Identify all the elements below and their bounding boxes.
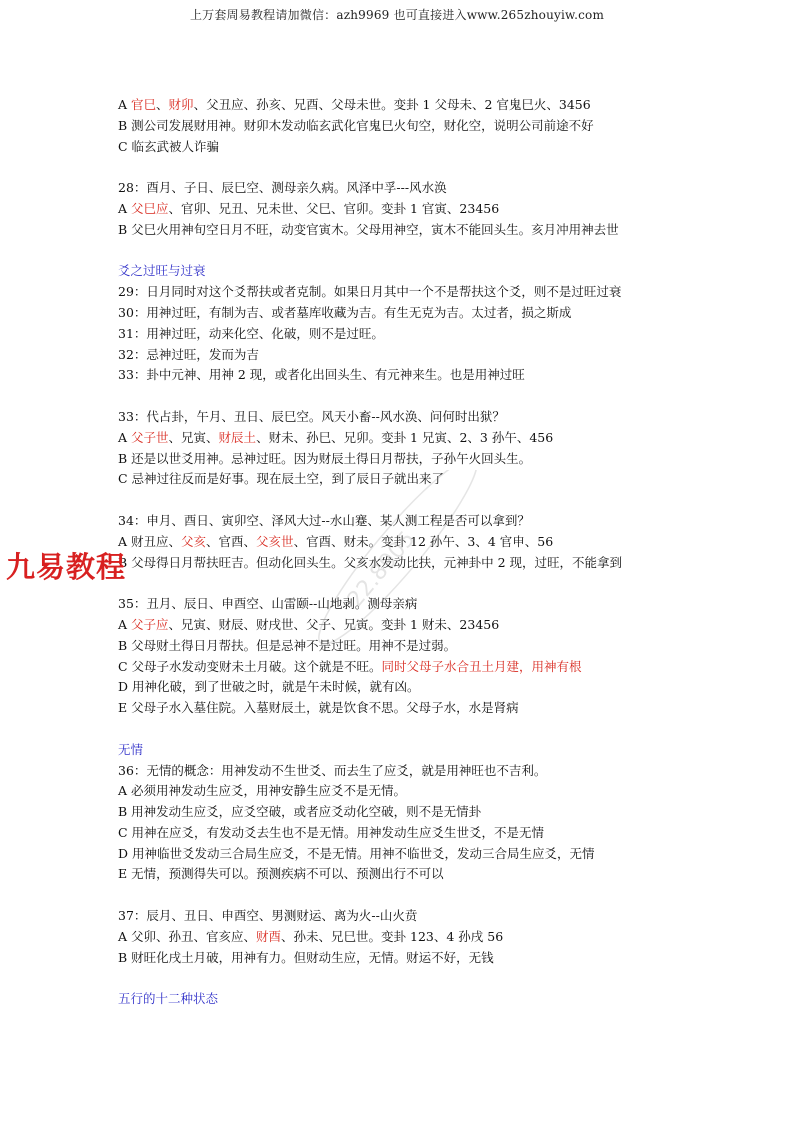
text-segment: 30：用神过旺，有制为吉、或者墓库收藏为吉。有生无克为吉。太过者，损之斯成	[118, 304, 572, 320]
text-line	[118, 802, 718, 823]
text-line	[118, 657, 718, 678]
text-line	[118, 615, 718, 636]
text-segment: 29：日月同时对这个爻帮扶或者克制。如果日月其中一个不是帮扶这个爻，则不是过旺过衰	[118, 284, 622, 300]
text-segment: B 还是以世爻用神。忌神过旺。因为财辰土得日月帮扶，子孙午火回头生。	[118, 450, 532, 466]
text-line	[118, 345, 718, 366]
text-segment: C 用神在应爻，有发动爻去生也不是无情。用神发动生应爻生世爻，不是无情	[118, 824, 545, 840]
text-segment: 37：辰月、丑日、申酉空、男测财运、离为火--山火贲	[118, 908, 418, 924]
text-line	[118, 677, 718, 698]
text-segment: 33：代占卦，午月、丑日、辰巳空。风天小畜--风水涣、问何时出狱？	[118, 408, 505, 424]
svg-text:22.8905: 22.8905	[342, 526, 421, 613]
text-line	[118, 948, 718, 969]
text-line	[118, 469, 718, 490]
text-segment: 32：忌神过旺，发而为吉	[118, 346, 259, 362]
highlight-text: 父巳应	[131, 200, 169, 216]
text-segment: B 财旺化戌土月破，用神有力。但财动生应，无情。财运不好，无钱	[118, 949, 494, 965]
text-line	[118, 532, 718, 553]
highlight-text: 同时父母子水合丑土月建，用神有根	[381, 658, 582, 674]
text-segment: B 父巳火用神旬空日月不旺，动变官寅木。父母用神空，寅木不能回头生。亥月冲用神去世	[118, 221, 619, 237]
text-line	[118, 823, 718, 844]
text-line	[118, 906, 718, 927]
blank-line	[118, 157, 718, 178]
text-line	[118, 116, 718, 137]
blank-line	[118, 719, 718, 740]
text-segment: B 用神发动生应爻，应爻空破，或者应爻动化空破，则不是无情卦	[118, 804, 482, 820]
text-line	[118, 844, 718, 865]
text-segment: D 用神化破，到了世破之时，就是午未时候，就有凶。	[118, 679, 420, 695]
section-heading: 爻之过旺与过衰	[118, 263, 206, 279]
text-segment: A 财丑应、	[118, 533, 182, 549]
page-header: 上万套周易教程请加微信：azh9969 也可直接进入www.265zhouyiw.com	[189, 8, 605, 22]
text-line	[118, 636, 718, 657]
text-segment: 34：申月、酉日、寅卯空、泽风大过--水山蹇、某人测工程是否可以拿到？	[118, 512, 530, 528]
text-line	[118, 282, 718, 303]
logo: 九易教程	[6, 550, 127, 584]
text-segment: 35：丑月、辰日、申酉空、山雷颐--山地剥。测母亲病	[118, 596, 418, 612]
text-segment: 36：无情的概念：用神发动不生世爻、而去生了应爻，就是用神旺也不吉利。	[118, 762, 547, 778]
text-segment: C 忌神过往反而是好事。现在辰土空，到了辰日子就出来了	[118, 471, 445, 487]
text-segment: 、财未、孙巳、兄卯。变卦 1 兄寅、2、3 孙午、456	[256, 429, 554, 445]
text-segment: 28：酉月、子日、辰巳空、测母亲久病。风泽中孚---风水涣	[118, 180, 447, 196]
highlight-text: 父子世	[131, 429, 169, 445]
text-line	[118, 698, 718, 719]
text-line	[118, 199, 718, 220]
document-body	[118, 95, 718, 1010]
text-line	[118, 927, 718, 948]
blank-line	[118, 885, 718, 906]
text-line	[118, 178, 718, 199]
text-segment: A	[118, 429, 132, 445]
text-line	[118, 428, 718, 449]
blank-line	[118, 386, 718, 407]
text-segment: 、	[156, 97, 169, 112]
text-line	[118, 761, 718, 782]
blank-line	[118, 490, 718, 511]
text-segment: 33：卦中元神、用神 2 现，或者化出回头生、有元神来生。也是用神过旺	[118, 367, 525, 383]
text-segment: 、孙未、兄巳世。变卦 123、4 孙戌 56	[281, 928, 504, 944]
text-segment: C 临玄武被人诈骗	[118, 138, 220, 154]
blank-line	[118, 573, 718, 594]
text-line	[118, 365, 718, 386]
text-segment: A	[118, 200, 132, 216]
text-line	[118, 594, 718, 615]
highlight-text: 父亥世	[256, 533, 294, 549]
text-segment: E 无情，预测得失可以。预测疾病不可以、预测出行不可以	[118, 866, 444, 882]
section-heading: 五行的十二种状态	[118, 991, 219, 1007]
text-segment: C 父母子水发动变财未土月破。这个就是不旺。	[118, 658, 382, 674]
text-line	[118, 220, 718, 241]
text-segment: A	[118, 97, 132, 112]
text-segment: 、官卯、兄丑、兄未世、父巳、官卯。变卦 1 官寅、23456	[168, 200, 500, 216]
blank-line	[118, 968, 718, 989]
text-segment: B 父母财土得日月帮扶。但是忌神不是过旺。用神不是过弱。	[118, 637, 457, 653]
highlight-text: 官巳	[131, 97, 157, 112]
highlight-text: 父子应	[131, 616, 169, 632]
text-line	[118, 324, 718, 345]
text-segment: 、官酉、财未。变卦 12 孙午、3、4 官申、56	[293, 533, 554, 549]
blank-line	[118, 241, 718, 262]
text-segment: E 父母子水入墓住院。入墓财辰土，就是饮食不思。父母子水，水是肾病	[118, 700, 519, 716]
text-segment: A	[118, 616, 132, 632]
section-heading: 无情	[118, 741, 144, 757]
text-line	[118, 864, 718, 885]
text-segment: 31：用神过旺，动来化空、化破，则不是过旺。	[118, 325, 384, 341]
text-line	[118, 407, 718, 428]
text-segment: A 必须用神发动生应爻，用神安静生应爻不是无情。	[118, 783, 407, 799]
text-line	[118, 95, 718, 116]
text-line	[118, 781, 718, 802]
text-segment: 、父丑应、孙亥、兄酉、父母未世。变卦 1 父母未、2 官鬼巳火、3456	[193, 97, 591, 112]
text-line	[118, 553, 718, 574]
text-line	[118, 511, 718, 532]
text-line	[118, 303, 718, 324]
text-line	[118, 449, 718, 470]
text-segment: B 测公司发展财用神。财卯木发动临玄武化官鬼巳火旬空，财化空，说明公司前途不好	[118, 117, 594, 133]
highlight-text: 父亥	[181, 533, 207, 549]
highlight-text: 财酉	[256, 928, 282, 944]
highlight-text: 财辰土	[218, 429, 257, 445]
text-segment: B 父母得日月帮扶旺吉。但动化回头生。父亥水发动比扶，元神卦中 2 现，过旺，不能拿到	[118, 554, 623, 570]
text-segment: 、兄寅、	[168, 429, 219, 445]
text-segment: D 用神临世爻发动三合局生应爻，不是无情。用神不临世爻，发动三合局生应爻，无情	[118, 845, 595, 861]
text-segment: 、官酉、	[206, 533, 257, 549]
text-segment: A 父卯、孙丑、官亥应、	[118, 928, 257, 944]
text-line	[118, 137, 718, 158]
text-segment: 、兄寅、财辰、财戌世、父子、兄寅。变卦 1 财未、23456	[168, 616, 500, 632]
highlight-text: 财卯	[168, 97, 194, 112]
